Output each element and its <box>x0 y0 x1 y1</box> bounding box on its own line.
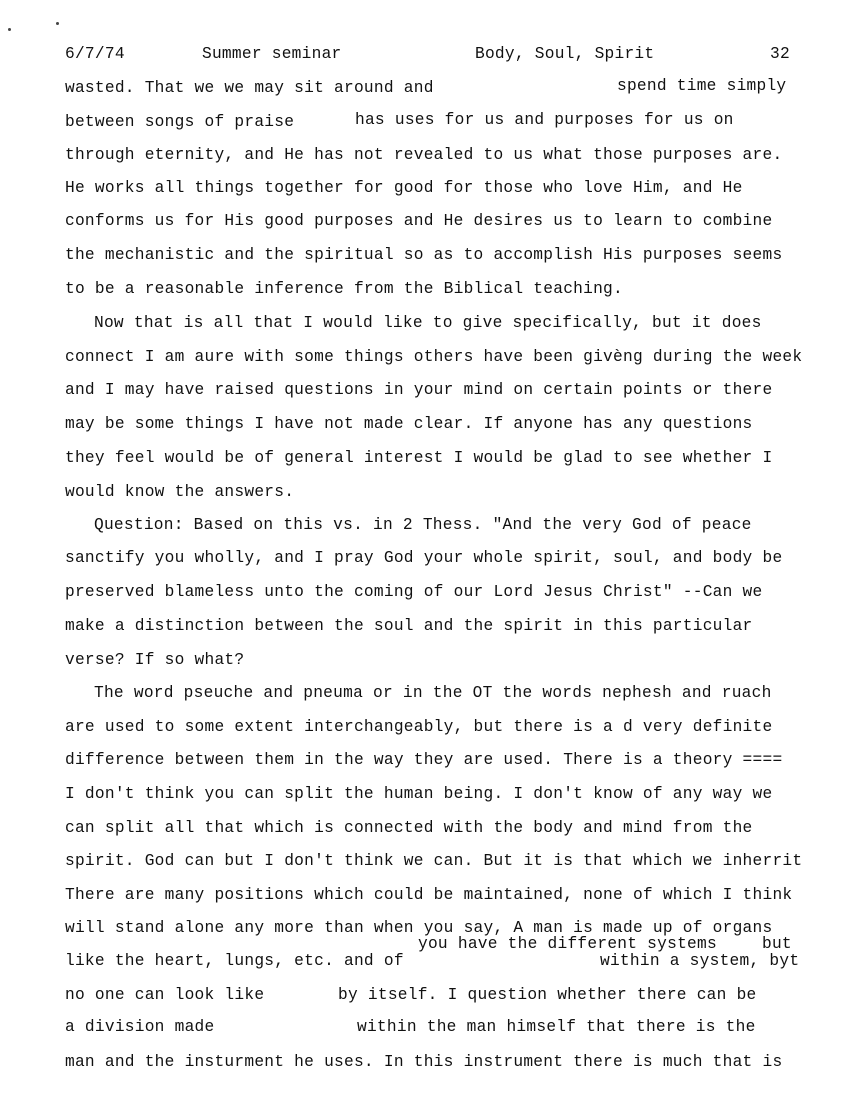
text-line: they feel would be of general interest I would be glad to see whether I <box>65 449 773 467</box>
text-line: has uses for us and purposes for us on <box>355 111 734 129</box>
text-line: by itself. I question whether there can be <box>338 986 757 1004</box>
text-insertion: but <box>762 935 792 953</box>
text-line: like the heart, lungs, etc. and of <box>65 952 404 970</box>
header-date: 6/7/74 <box>65 45 125 63</box>
text-line: sanctify you wholly, and I pray God your whole spirit, soul, and body be <box>65 549 783 567</box>
text-line: within a system, byt <box>600 952 800 970</box>
text-line: The word pseuche and pneuma or in the OT the words nephesh and ruach <box>94 684 772 702</box>
text-line: may be some things I have not made clear. If anyone has any questions <box>65 415 753 433</box>
header-page-number: 32 <box>770 45 790 63</box>
header-series: Summer seminar <box>202 45 342 63</box>
header-topic: Body, Soul, Spirit <box>475 45 655 63</box>
text-line: wasted. That we we may sit around and <box>65 79 434 97</box>
text-line: within the man himself that there is the <box>357 1018 756 1036</box>
text-line: spirit. God can but I don't think we can. But it is that which we inherrit <box>65 852 803 870</box>
scan-speck <box>56 22 59 25</box>
text-line: will stand alone any more than when you say, A man is made up of organs <box>65 919 773 937</box>
text-line: to be a reasonable inference from the Biblical teaching. <box>65 280 623 298</box>
text-line: spend time simply <box>617 77 787 95</box>
text-line: man and the insturment he uses. In this instrument there is much that is <box>65 1053 783 1071</box>
text-line: are used to some extent interchangeably, but there is a d very definite <box>65 718 773 736</box>
text-line: difference between them in the way they are used. There is a theory ==== <box>65 751 783 769</box>
text-line: through eternity, and He has not revealed to us what those purposes are. <box>65 146 783 164</box>
text-line: Now that is all that I would like to give specifically, but it does <box>94 314 762 332</box>
text-line: Question: Based on this vs. in 2 Thess. "And the very God of peace <box>94 516 752 534</box>
text-line: verse? If so what? <box>65 651 245 669</box>
text-line: can split all that which is connected with the body and mind from the <box>65 819 753 837</box>
text-line: a division made <box>65 1018 215 1036</box>
text-line: no one can look like <box>65 986 265 1004</box>
text-line: I don't think you can split the human being. I don't know of any way we <box>65 785 773 803</box>
text-line: He works all things together for good for those who love Him, and He <box>65 179 743 197</box>
text-line: the mechanistic and the spiritual so as to accomplish His purposes seems <box>65 246 783 264</box>
text-insertion: you have the different systems <box>418 935 717 953</box>
text-line: connect I am aure with some things others have been givèng during the week <box>65 348 803 366</box>
text-line: and I may have raised questions in your mind on certain points or there <box>65 381 773 399</box>
text-line: conforms us for His good purposes and He desires us to learn to combine <box>65 212 773 230</box>
text-line: make a distinction between the soul and the spirit in this particular <box>65 617 753 635</box>
text-line: between songs of praise <box>65 113 295 131</box>
text-line: preserved blameless unto the coming of our Lord Jesus Christ" --Can we <box>65 583 763 601</box>
text-line: There are many positions which could be maintained, none of which I think <box>65 886 793 904</box>
text-line: would know the answers. <box>65 483 295 501</box>
scan-speck <box>8 28 11 31</box>
